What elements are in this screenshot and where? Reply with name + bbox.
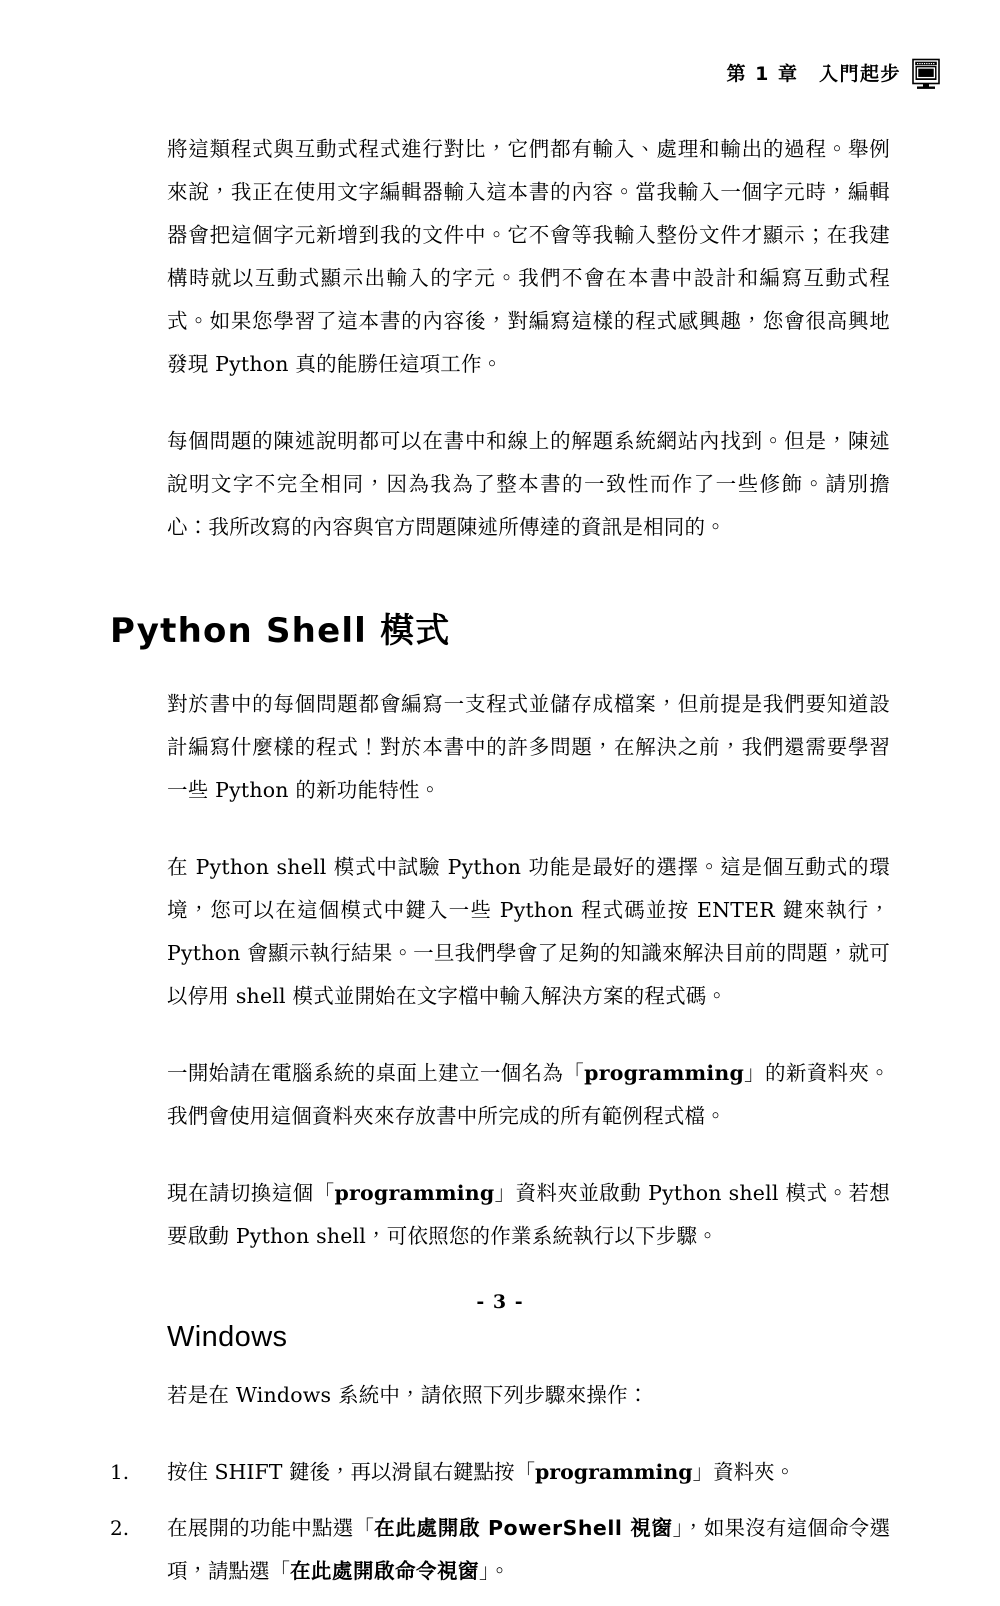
list-item-number: 2. — [110, 1516, 130, 1540]
spacer — [110, 1356, 890, 1374]
folder-name-emphasis: programming — [584, 1061, 744, 1085]
list-item-prefix: 按住 SHIFT 鍵後，再以滑鼠右鍵點按「 — [167, 1460, 535, 1484]
paragraph-5-suffix: 」的新資料夾。我們會使用這個資料夾來存放書中所完成的所有範例程式檔。 — [167, 1061, 891, 1128]
list-item — [110, 1507, 890, 1593]
page-number-footer: - 3 - — [476, 1291, 524, 1313]
list-item-suffix: 」。 — [479, 1559, 510, 1583]
spacer — [110, 1433, 890, 1451]
spacer — [110, 828, 890, 846]
folder-name-emphasis: programming — [534, 1460, 693, 1484]
paragraph-6 — [110, 1172, 890, 1258]
spacer — [110, 565, 890, 609]
menu-command-emphasis-alt: 在此處開啟命令視窗 — [290, 1559, 479, 1583]
chapter-title: 第 1 章 入門起步 — [726, 62, 901, 85]
list-item-number: 1. — [110, 1460, 130, 1484]
paragraph-3: 對於書中的每個問題都會編寫一支程式並儲存成檔案，但前提是我們要知道設計編寫什麼樣的程式！對於本書中的許多問題，在解決之前，我們還需要學習一些 Python 的新功能特性。 — [167, 692, 890, 802]
paragraph-6-prefix: 現在請切換這個「 — [167, 1181, 335, 1205]
subsection-heading-windows: Windows — [167, 1321, 288, 1353]
list-item-middle: 」，如果沒有這個命令選項，請點選「 — [167, 1516, 891, 1583]
menu-command-emphasis: 在此處開啟 PowerShell 視窗 — [374, 1516, 673, 1540]
page-content — [110, 128, 890, 1606]
paragraph-5-prefix: 一開始請在電腦系統的桌面上建立一個名為「 — [167, 1061, 585, 1085]
paragraph-2: 每個問題的陳述說明都可以在書中和線上的解題系統網站內找到。但是，陳述說明文字不完全相同，因為我為了整本書的一致性而作了一些修飾。請別擔心：我所改寫的內容與官方問題陳述所傳達的資訊是相同的。 — [167, 429, 890, 539]
running-header — [727, 56, 942, 92]
paragraph-5 — [110, 1052, 890, 1138]
list-item-suffix: 」資料夾。 — [692, 1460, 796, 1484]
section-heading-python-shell: Python Shell 模式 — [110, 611, 451, 651]
spacer — [110, 402, 890, 420]
list-item — [110, 1451, 890, 1494]
paragraph-1: 將這類程式與互動式程式進行對比，它們都有輸入、處理和輸出的過程。舉例來說，我正在使用文字編輯器輸入這本書的內容。當我輸入一個字元時，編輯器會把這個字元新增到我的文件中。它不會等我輸入整份文件才顯示；在我建構時就以互動式顯示出輸入的字元。我們不會在本書中設計和編寫互動式程式。如果您學習了這本書的內容後，對編寫這樣的程式感興趣，您會很高興地發現 Python 真的能勝任這項工作。 — [167, 137, 890, 376]
paragraph-7: 若是在 Windows 系統中，請依照下列步驟來操作： — [167, 1383, 649, 1407]
paragraph-4: 在 Python shell 模式中試驗 Python 功能是最好的選擇。這是個互動式的環境，您可以在這個模式中鍵入一些 Python 程式碼並按 ENTER 鍵來執行，Python 會顯示執行結果。一旦我們學會了足夠的知識來解決目前的問題，就可以停用 shell 模式並開始在文字檔中輸入解決方案的程式碼。 — [167, 855, 890, 1008]
paragraph-6-suffix: 」資料夾並啟動 Python shell 模式。若想要啟動 Python shell，可依照您的作業系統執行以下步驟。 — [167, 1181, 891, 1248]
spacer — [110, 1154, 890, 1172]
folder-name-emphasis: programming — [334, 1181, 495, 1205]
list-item-prefix: 在展開的功能中點選「 — [167, 1516, 375, 1540]
spacer — [110, 1034, 890, 1052]
crt-monitor-icon — [910, 58, 942, 90]
windows-steps-list — [110, 1451, 890, 1593]
spacer — [110, 653, 890, 683]
